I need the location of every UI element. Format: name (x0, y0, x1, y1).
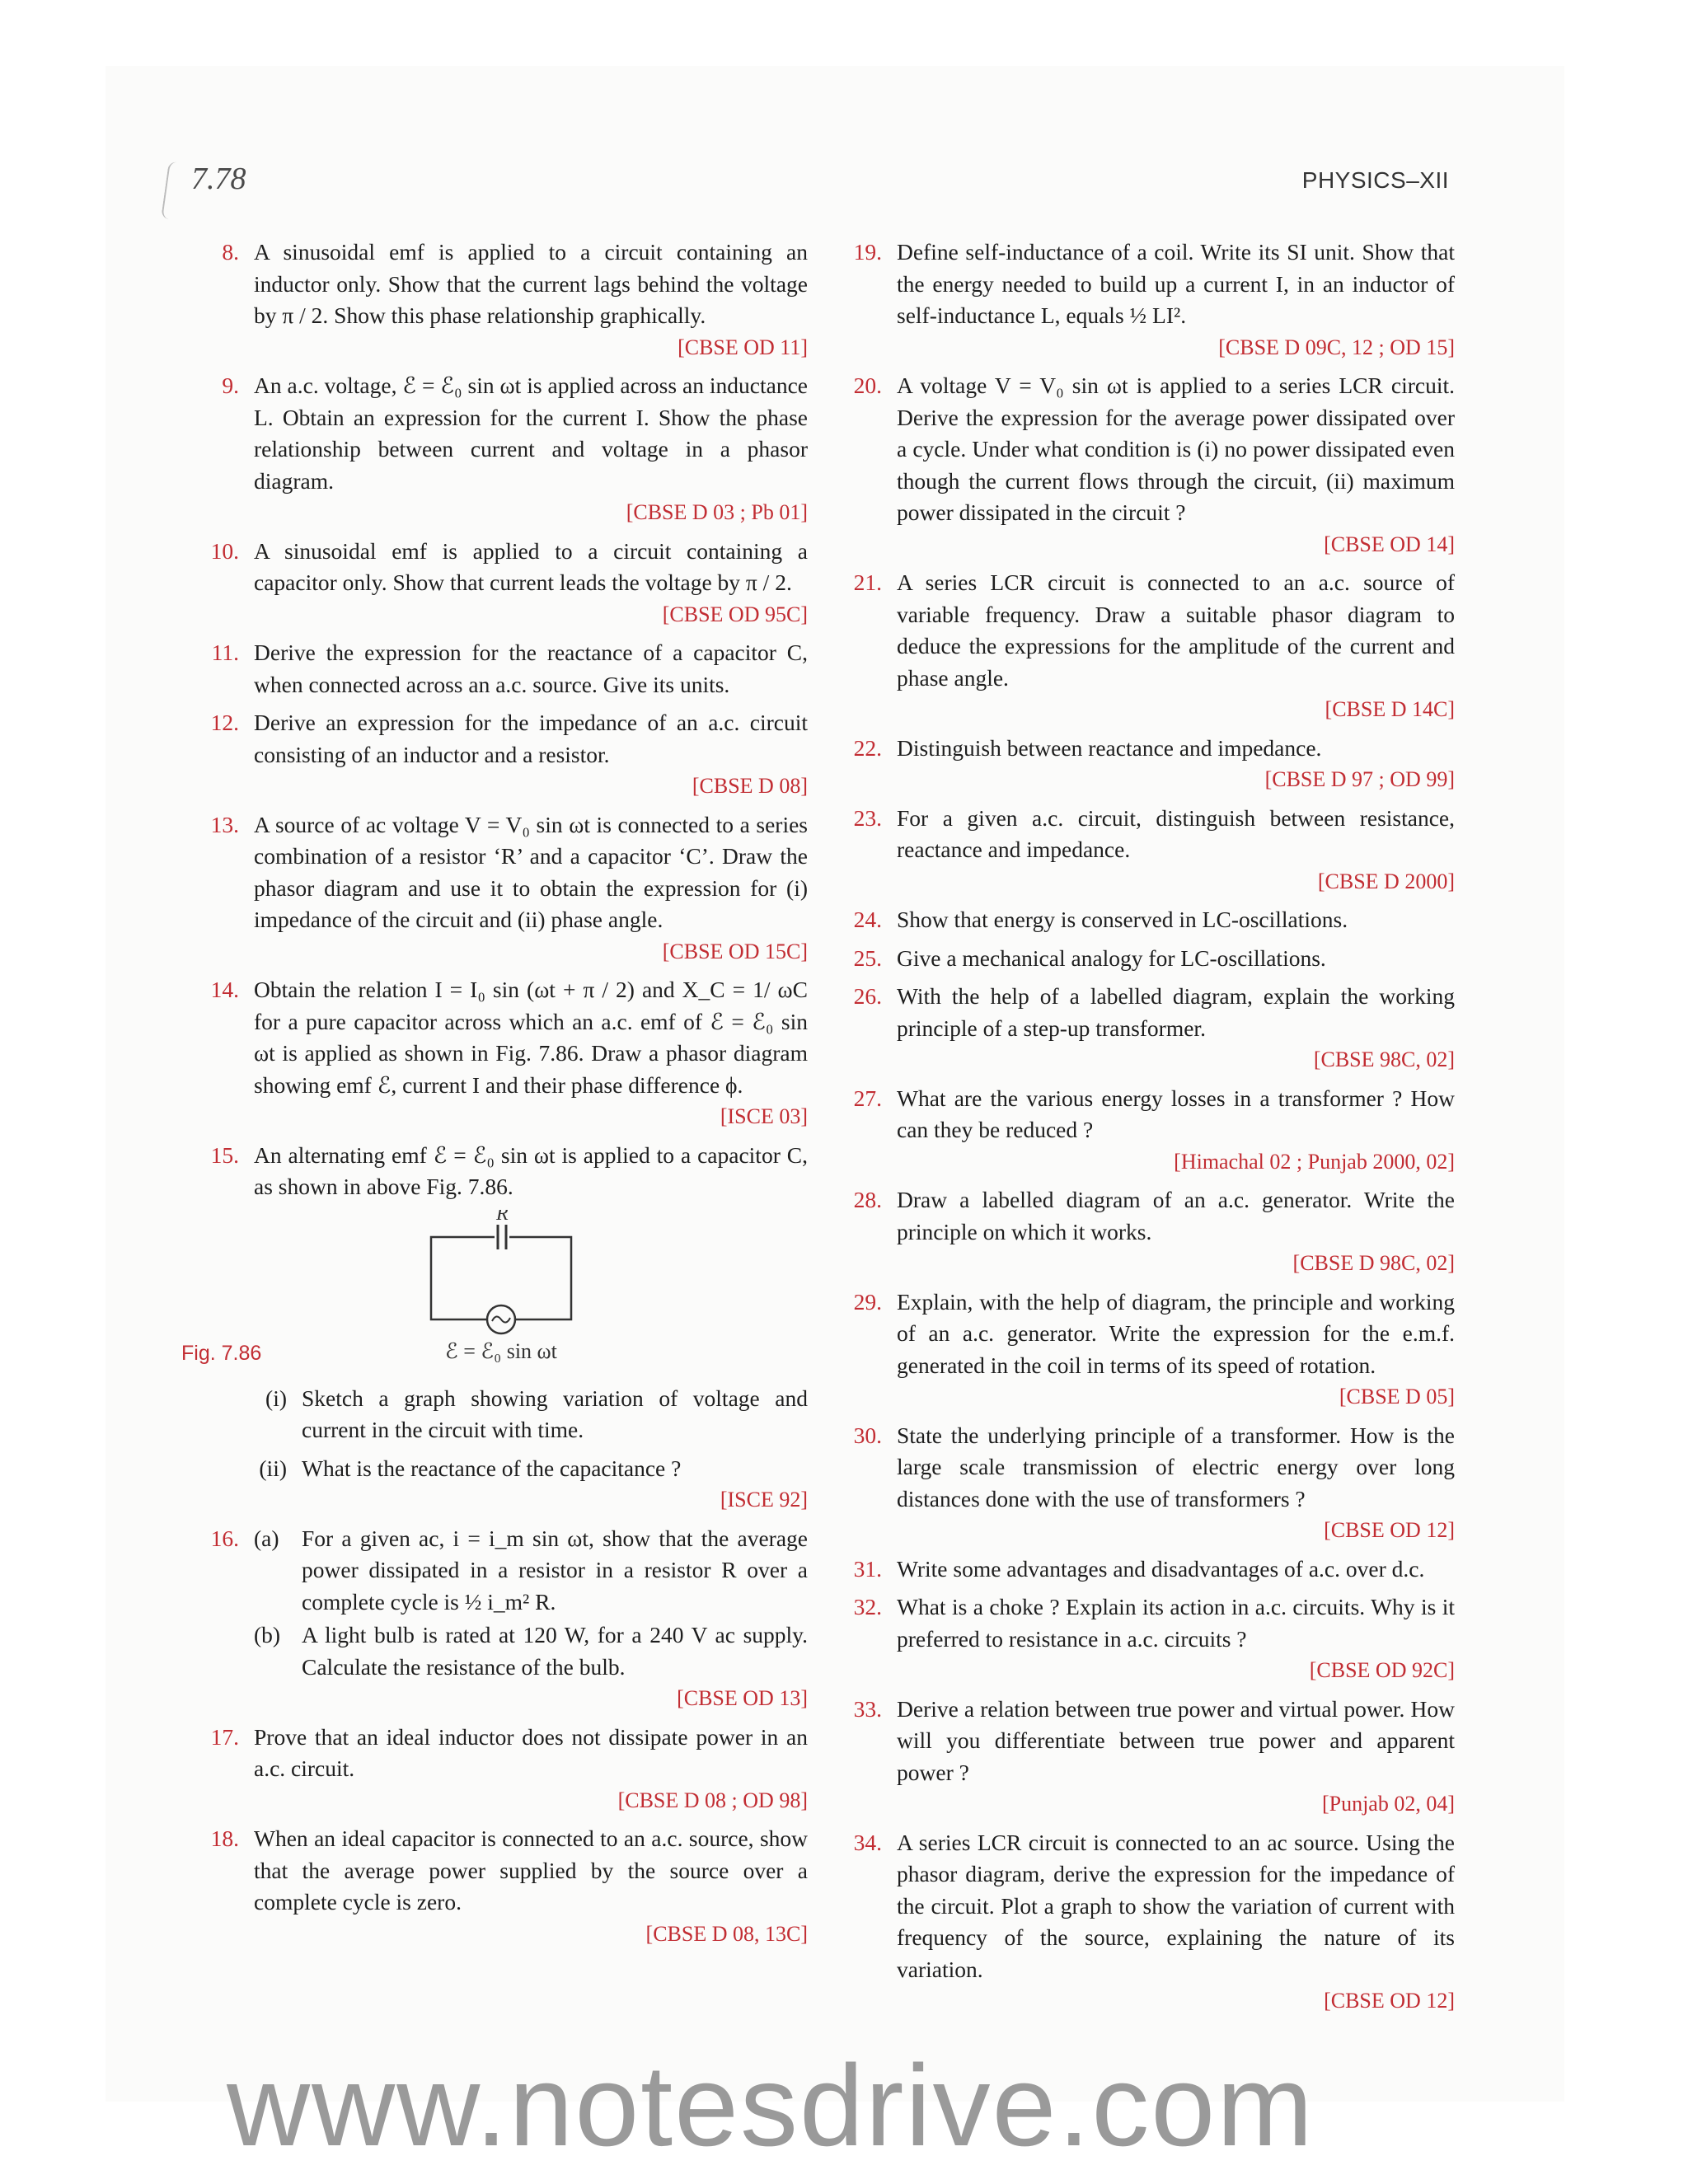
question-number: 16. (210, 1525, 239, 1551)
part-label: (a) (254, 1525, 279, 1551)
right-column (849, 237, 1455, 2024)
question-item (206, 1140, 808, 1203)
citation: [ISCE 92] (720, 1488, 808, 1511)
question-number: 9. (222, 373, 239, 398)
citation: [CBSE D 2000] (1317, 869, 1455, 893)
citation: [CBSE OD 12] (1324, 1518, 1455, 1542)
question-number: 29. (853, 1288, 882, 1315)
question-number: 19. (853, 239, 882, 265)
question-item (849, 567, 1455, 726)
right-question-list (849, 237, 1455, 2018)
question-text: A series LCR circuit is connected to an a.c. source of variable frequency. Draw a suitable phasor diagram to deduce the expressions for the amplitude of the current and phase angle. (897, 569, 1455, 691)
question-item (849, 237, 1455, 363)
question-item (206, 370, 808, 529)
question-item (849, 1184, 1455, 1280)
question-text: Explain, with the help of diagram, the principle and working of an a.c. generator. Write the expression for the e.m.f. generated in the coil in terms of its speed of rotation. (897, 1288, 1455, 1378)
question-16 (206, 1523, 808, 1715)
question-text: For a given a.c. circuit, distinguish between resistance, reactance and impedance. (897, 804, 1455, 862)
question-number: 23. (853, 804, 882, 831)
question-item (206, 1722, 808, 1817)
question-text: An a.c. voltage, ℰ = ℰ₀ sin ωt is applied across an inductance L. Obtain an expression for the current I. Show the phase relationship between current and voltage in a phasor diagram. (254, 373, 808, 494)
question-number: 17. (210, 1723, 239, 1750)
q15-part-i (254, 1383, 808, 1446)
question-number: 12. (210, 710, 239, 735)
question-number: 15. (210, 1141, 239, 1168)
question-number: 11. (211, 640, 239, 665)
citation: [CBSE OD 14] (1324, 532, 1455, 556)
citation: [CBSE D 98C, 02] (1292, 1251, 1455, 1275)
question-item (206, 809, 808, 968)
question-number: 25. (853, 944, 882, 971)
question-text: A source of ac voltage V = V₀ sin ωt is connected to a series combination of a resistor ‘R’ and a capacitor ‘C’. Draw the phasor diagram and use it to obtain the expression for (i) impedance of the circuit and (ii) phase angle. (254, 811, 808, 932)
question-item (206, 707, 808, 803)
question-item (206, 237, 808, 363)
question-text: Distinguish between reactance and impedance. (897, 734, 1322, 761)
question-text: A sinusoidal emf is applied to a circuit containing a capacitor only. Show that current leads the voltage by π / 2. (254, 537, 808, 595)
question-item (849, 1083, 1455, 1179)
book-title: PHYSICS–XII (1301, 167, 1449, 193)
question-text: With the help of a labelled diagram, explain the working principle of a step-up transformer. (897, 983, 1455, 1041)
question-number: 31. (853, 1555, 882, 1582)
question-number: 24. (853, 907, 882, 932)
citation: [CBSE OD 13] (677, 1686, 808, 1710)
question-text: State the underlying principle of a transformer. How is the large scale transmission of electric energy over long distances done with the use of transformers ? (897, 1422, 1455, 1511)
question-number: 30. (853, 1422, 882, 1448)
question-text: Define self-inductance of a coil. Write its SI unit. Show that the energy needed to build up a current I, in an inductor of self-inductance L, equals ½ LI². (897, 239, 1455, 328)
citation: [CBSE D 08] (692, 774, 808, 798)
question-text: A sinusoidal emf is applied to a circuit containing an inductor only. Show that the current lags behind the voltage by π / 2. Show this phase relationship graphically. (254, 239, 808, 328)
capacitor-label: R (496, 1209, 509, 1225)
question-number: 8. (222, 239, 239, 265)
question-item (849, 904, 1455, 936)
question-item (849, 1286, 1455, 1413)
question-text: Give a mechanical analogy for LC-oscillations. (897, 944, 1326, 971)
citation: [CBSE D 05] (1339, 1385, 1455, 1408)
question-text: What are the various energy losses in a transformer ? How can they be reduced ? (897, 1085, 1455, 1142)
watermark-url: www.notesdrive.com (227, 2041, 1315, 2170)
question-text: Draw a labelled diagram of an a.c. generator. Write the principle on which it works. (897, 1187, 1455, 1244)
part-text: Sketch a graph showing variation of voltage and current in the circuit with time. (302, 1385, 808, 1442)
citation: [CBSE 98C, 02] (1313, 1047, 1455, 1071)
citation: [Punjab 02, 04] (1321, 1792, 1455, 1816)
citation: [CBSE D 97 ; OD 99] (1264, 767, 1455, 791)
question-item (849, 1420, 1455, 1547)
question-text: Obtain the relation I = I₀ sin (ωt + π / 2) and X_C = 1/ ωC for a pure capacitor across which an a.c. emf of ℰ = ℰ₀ sin ωt is applied as shown in Fig. 7.86. Draw a phasor diagram showing emf ℰ, current I and their phase difference ϕ. (254, 977, 808, 1098)
part-label: (ii) (259, 1455, 287, 1481)
citation: [CBSE OD 95C] (662, 602, 808, 626)
q15-part-ii (254, 1453, 808, 1516)
question-number: 14. (210, 977, 239, 1002)
citation: [CBSE D 08 ; OD 98] (617, 1788, 808, 1812)
q16-part-a (254, 1523, 808, 1619)
question-number: 26. (853, 983, 882, 1009)
source-emf-label: ℰ = ℰ₀ sin ωt (445, 1338, 557, 1363)
q15-sub-parts (206, 1383, 808, 1516)
question-number: 13. (210, 811, 239, 837)
question-number: 28. (853, 1187, 882, 1212)
question-item (849, 1827, 1455, 2018)
question-item (206, 974, 808, 1133)
citation: [CBSE D 03 ; Pb 01] (626, 500, 808, 524)
question-text: Derive an expression for the impedance of an a.c. circuit consisting of an inductor and a resistor. (254, 710, 808, 767)
question-item (849, 370, 1455, 560)
part-text: A light bulb is rated at 120 W, for a 240 V ac supply. Calculate the resistance of the bulb. (302, 1622, 808, 1680)
question-text: When an ideal capacitor is connected to an a.c. source, show that the average power supplied by the source over a complete cycle is zero. (254, 1825, 808, 1915)
citation: [CBSE D 09C, 12 ; OD 15] (1218, 335, 1455, 359)
question-text: Derive a relation between true power and virtual power. How will you differentiate between true power and apparent power ? (897, 1695, 1455, 1785)
left-question-list (206, 237, 808, 1203)
question-item (206, 637, 808, 701)
question-item (849, 1694, 1455, 1821)
capacitor-circuit-diagram (206, 1210, 808, 1375)
question-number: 18. (210, 1825, 239, 1851)
citation: [CBSE D 08, 13C] (645, 1921, 808, 1946)
left-question-list-tail (206, 1722, 808, 1951)
question-number: 22. (853, 734, 882, 761)
question-item (849, 1591, 1455, 1687)
part-text: What is the reactance of the capacitance ? (302, 1455, 682, 1481)
question-number: 21. (853, 569, 882, 595)
question-text: Derive the expression for the reactance of a capacitor C, when connected across an a.c. source. Give its units. (254, 640, 808, 697)
question-text: Show that energy is conserved in LC-oscillations. (897, 907, 1348, 932)
question-number: 33. (853, 1695, 882, 1722)
question-item (849, 981, 1455, 1076)
citation: [ISCE 03] (720, 1104, 808, 1128)
question-item (849, 943, 1455, 975)
question-number: 32. (853, 1594, 882, 1619)
q16-part-b (254, 1619, 808, 1683)
question-item (849, 803, 1455, 898)
page-number: 7.78 (191, 162, 246, 196)
part-label: (b) (254, 1622, 281, 1647)
citation: [CBSE OD 92C] (1309, 1658, 1455, 1682)
question-text: What is a choke ? Explain its action in a.c. circuits. Why is it preferred to resistance in a.c. circuits ? (897, 1594, 1455, 1652)
part-label: (i) (265, 1385, 287, 1411)
question-number: 20. (853, 373, 882, 398)
question-item (849, 733, 1455, 796)
question-text: Write some advantages and disadvantages of a.c. over d.c. (897, 1555, 1425, 1582)
question-item (206, 536, 808, 631)
question-number: 34. (853, 1829, 882, 1855)
citation: [CBSE OD 12] (1324, 1989, 1455, 2013)
question-text: A voltage V = V₀ sin ωt is applied to a series LCR circuit. Derive the expression for the average power dissipated over a cycle. Under what condition is (i) no power dissipated even though the current flows through the circuit, (ii) maximum power dissipated in the circuit ? (897, 373, 1455, 525)
question-text: An alternating emf ℰ = ℰ₀ sin ωt is applied to a capacitor C, as shown in above Fig. 7.86. (254, 1141, 808, 1199)
citation: [CBSE OD 15C] (662, 939, 808, 963)
figure-7-86 (181, 1209, 808, 1383)
citation: [CBSE D 14C] (1325, 697, 1455, 721)
question-text: Prove that an ideal inductor does not dissipate power in an a.c. circuit. (254, 1723, 808, 1781)
question-number: 10. (210, 537, 239, 564)
citation: [Himachal 02 ; Punjab 2000, 02] (1174, 1149, 1455, 1174)
citation: [CBSE OD 11] (678, 335, 808, 359)
left-column (181, 237, 808, 1957)
question-number: 27. (853, 1085, 882, 1111)
question-item (849, 1554, 1455, 1586)
part-text: For a given ac, i = i_m sin ωt, show that the average power dissipated in a resistor in a resistor R over a complete cycle is ½ i_m² R. (302, 1525, 808, 1615)
figure-caption: Fig. 7.86 (181, 1341, 262, 1365)
question-text: A series LCR circuit is connected to an ac source. Using the phasor diagram, derive the expression for the impedance of the circuit. Plot a graph to show the variation of current with frequency of the source, explaining the nature of its variation. (897, 1829, 1455, 1982)
question-item (206, 1823, 808, 1950)
